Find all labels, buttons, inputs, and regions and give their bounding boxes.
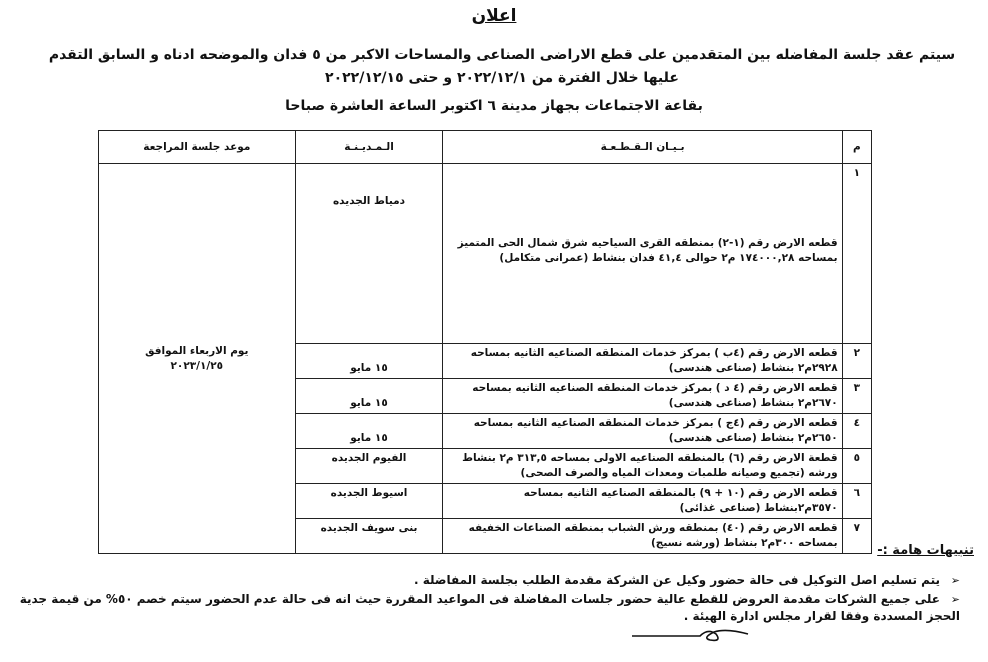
row-num: ٢ <box>842 344 871 379</box>
header-city: الـمـديـنـة <box>295 131 443 164</box>
arrow-bullet-icon: ➢ <box>950 593 960 606</box>
row-num: ٦ <box>842 484 871 519</box>
row-desc: قطعه الارض رقم (٤ج ) بمركز خدمات المنطقه الصناعيه الثانيه بمساحه ٢٦٥٠م٢ بنشاط (صناعى هندسى) <box>443 414 842 449</box>
row-desc: قطعه الارض رقم (٤ب ) بمركز خدمات المنطقه الصناعيه الثانيه بمساحه ٢٩٢٨م٢ بنشاط (صناعى هندسى) <box>443 344 842 379</box>
row-city: الفيوم الجديده <box>295 449 443 484</box>
note-item <box>14 572 960 589</box>
note-text: يتم تسليم اصل التوكيل فى حالة حضور وكيل عن الشركة مقدمة الطلب بجلسة المفاضلة . <box>413 573 940 587</box>
announcement-title: اعلان <box>471 6 517 26</box>
row-num: ٣ <box>842 379 871 414</box>
table-row <box>99 164 872 344</box>
header-num: م <box>842 131 871 164</box>
row-num: ٤ <box>842 414 871 449</box>
row-desc: قطعه الارض رقم (٤ د ) بمركز خدمات المنطقه الصناعيه الثانيه بمساحه ٢٦٧٠م٢ بنشاط (صناعى هندسى) <box>443 379 842 414</box>
signature-mark <box>630 618 750 648</box>
row-desc: قطعه الارض رقم (٤٠) بمنطقه ورش الشباب بمنطقه الصناعات الخفيفه بمساحه ٣٠٠م٢ بنشاط (ورشه نسيج) <box>443 519 842 554</box>
row-desc: قطعة الارض رقم (٦) بالمنطقه الصناعيه الاولى بمساحه ٣١٣,٥ م٢ بنشاط ورشه (تجميع وصيانه طلمبات ومعدات المياه والصرف الصحى) <box>443 449 842 484</box>
row-desc: قطعه الارض رقم (١٠ + ٩) بالمنطقه الصناعيه الثانيه بمساحه ٣٥٧٠م٢بنشاط (صناعى غذائى) <box>443 484 842 519</box>
row-desc <box>443 164 842 344</box>
plots-table <box>98 130 872 554</box>
arrow-bullet-icon: ➢ <box>950 574 960 587</box>
row-num: ٧ <box>842 519 871 554</box>
date-cell <box>99 164 296 554</box>
note-text: على جميع الشركات مقدمة العروض للقطع عالية حضور جلسات المفاضلة فى المواعيد المقررة حيث انه فى حالة عدم الحضور سيتم خصم ٥٠% من قيمة جدية الحجز المسددة وفقا لقرار مجلس ادارة الهيئة . <box>19 592 960 623</box>
header-desc: بـيـان الـقـطـعـة <box>443 131 842 164</box>
row-city: بنى سويف الجديده <box>295 519 443 554</box>
notes-title: تنبيهات هامة :- <box>877 543 974 558</box>
date-value: يوم الاربعاء الموافق ٢٠٢٣/١/٢٥ <box>145 344 249 372</box>
row-city <box>295 164 443 344</box>
row-city: ١٥ مايو <box>295 414 443 449</box>
row-num: ١ <box>842 164 871 344</box>
intro-paragraph: سيتم عقد جلسة المفاضله بين المتقدمين على قطع الاراضى الصناعى والمساحات الاكبر من ٥ فدان والموضحه ادناه و السابق التقدم عليها خلال الفترة من ٢٠٢٢/١٢/١ و حتى ٢٠٢٢/١٢/١٥ <box>48 47 956 86</box>
note-item <box>14 591 960 625</box>
row-desc-text: قطعه الارض رقم (١-٢) بمنطقه القرى السياحيه شرق شمال الحى المتميز بمساحه ١٧٤٠٠٠,٢٨ م٢ حوالى ٤١,٤ فدان بنشاط (عمرانى متكامل) <box>457 237 838 264</box>
row-city: اسيوط الجديده <box>295 484 443 519</box>
row-city: ١٥ مايو <box>295 344 443 379</box>
row-city-text: دمياط الجديده <box>332 195 406 207</box>
header-date: موعد جلسة المراجعة <box>99 131 296 164</box>
venue-line: بقاعة الاجتماعات بجهاز مدينة ٦ اكتوبر الساعة العاشرة صباحا <box>285 98 703 114</box>
row-num: ٥ <box>842 449 871 484</box>
row-city: ١٥ مايو <box>295 379 443 414</box>
table-header-row <box>99 131 872 164</box>
